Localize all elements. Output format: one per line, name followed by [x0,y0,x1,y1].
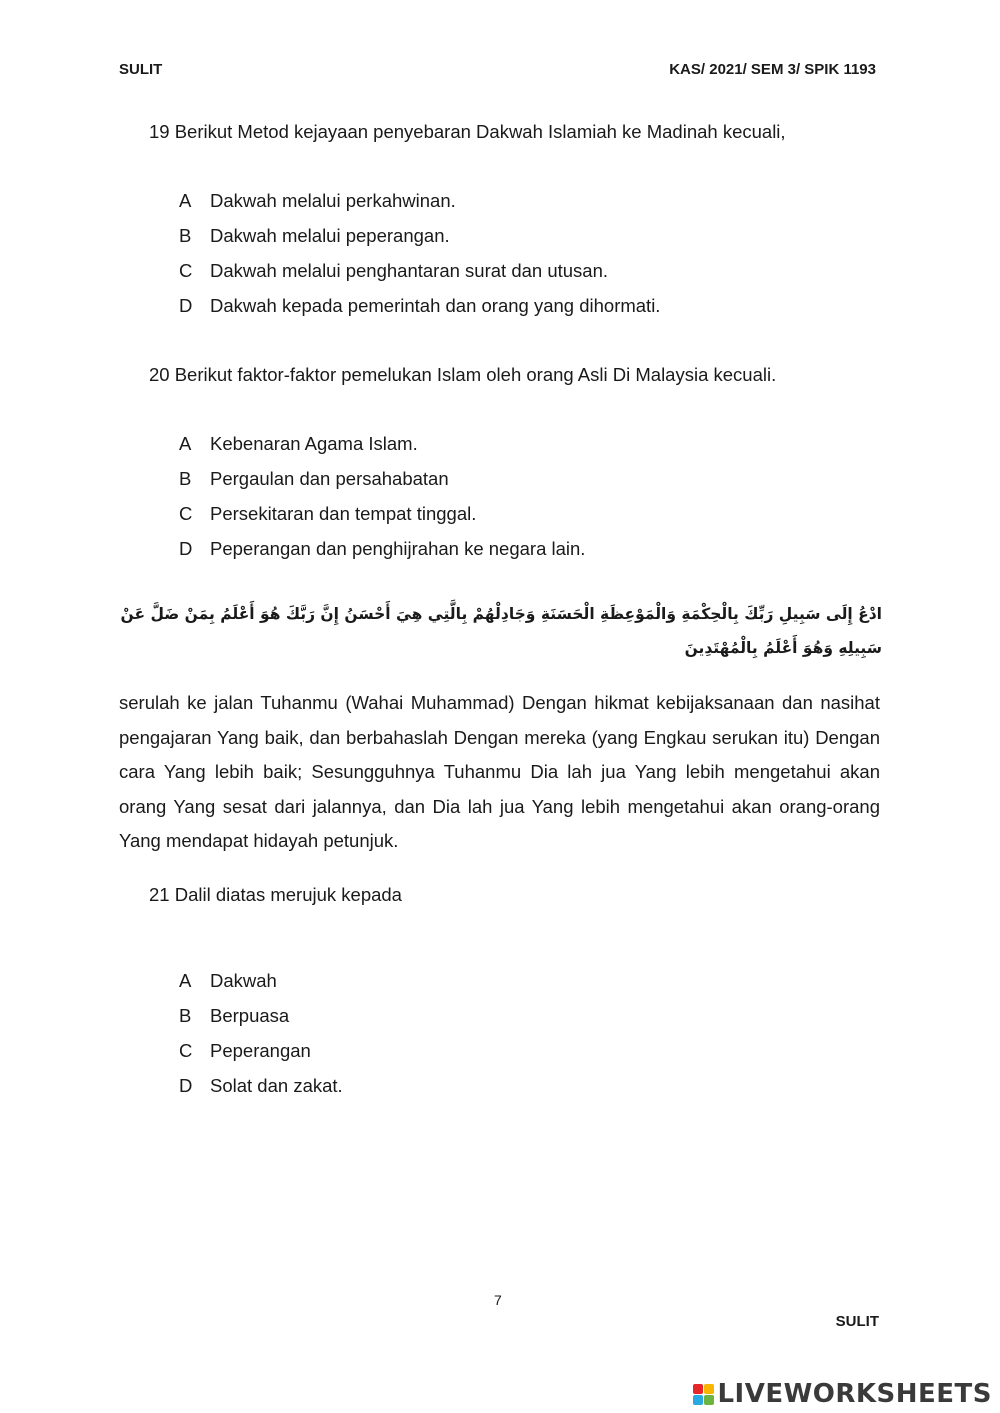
option-letter: C [179,260,193,281]
option-text: Peperangan dan penghijrahan ke negara lain. [210,538,586,559]
mark-square-green [704,1395,714,1405]
option-text: Dakwah melalui penghantaran surat dan utusan. [210,260,609,281]
liveworksheets-mark-icon [693,1384,714,1405]
option-letter: A [179,190,192,211]
option-letter: D [179,1075,193,1096]
option-text: Dakwah [210,970,277,991]
question-21-option-d [179,1075,343,1097]
arabic-verse: ادْعُ إِلَى سَبِيلِ رَبِّكَ بِالْحِكْمَةِ وَالْمَوْعِظَةِ الْحَسَنَةِ وَجَادِلْهُمْ بِالَّتِي هِيَ أَحْسَنُ إِنَّ رَبَّكَ هُوَ أَعْلَمُ بِمَنْ ضَلَّ عَنْ سَبِيلِهِ وَهُوَ أَعْلَمُ بِالْمُهْتَدِينَ [120,605,882,657]
question-20-option-c [179,503,476,525]
option-text: Solat dan zakat. [210,1075,343,1096]
option-text: Peperangan [210,1040,311,1061]
question-20-option-b [179,468,449,490]
option-text: Pergaulan dan persahabatan [210,468,449,489]
header-right-code: KAS/ 2021/ SEM 3/ SPIK 1193 [669,61,876,78]
mark-square-blue [693,1395,703,1405]
question-21-option-a [179,970,277,992]
footer-label: SULIT [835,1313,879,1330]
option-letter: B [179,468,192,489]
page-number: 7 [494,1292,502,1308]
question-21-option-b [179,1005,289,1027]
option-text: Berpuasa [210,1005,290,1026]
option-letter: C [179,503,193,524]
header-left-label: SULIT [119,61,163,78]
question-21-text: 21 Dalil diatas merujuk kepada [149,884,402,905]
question-20-text: 20 Berikut faktor-faktor pemelukan Islam oleh orang Asli Di Malaysia kecuali. [149,364,777,385]
option-text: Dakwah melalui perkahwinan. [210,190,456,211]
question-19-option-d [179,295,660,317]
option-letter: A [179,433,192,454]
option-letter: D [179,538,193,559]
question-19-option-b [179,225,450,247]
liveworksheets-wordmark: LIVEWORKSHEETS [717,1379,992,1409]
option-letter: C [179,1040,193,1061]
verse-translation: serulah ke jalan Tuhanmu (Wahai Muhammad) Dengan hikmat kebijaksanaan dan nasihat pengajaran Yang baik, dan berbahaslah Dengan mereka (yang Engkau serukan itu) Dengan cara Yang lebih baik; Sesungguhnya Tuhanmu Dia lah jua Yang lebih mengetahui akan orang Yang sesat dari jalannya, dan Dia lah jua Yang lebih mengetahui akan orang-orang Yang mendapat hidayah petunjuk. [119,692,880,851]
option-text: Dakwah melalui peperangan. [210,225,450,246]
option-letter: B [179,1005,192,1026]
question-19-option-c [179,260,608,282]
question-20-option-d [179,538,585,560]
question-19-text: 19 Berikut Metod kejayaan penyebaran Dakwah Islamiah ke Madinah kecuali, [149,121,786,142]
option-letter: B [179,225,192,246]
option-text: Persekitaran dan tempat tinggal. [210,503,477,524]
mark-square-red [693,1384,703,1394]
option-letter: A [179,970,192,991]
option-text: Dakwah kepada pemerintah dan orang yang dihormati. [210,295,661,316]
liveworksheets-logo[interactable] [693,1376,992,1412]
question-21-option-c [179,1040,311,1062]
option-letter: D [179,295,193,316]
option-text: Kebenaran Agama Islam. [210,433,418,454]
mark-square-yellow [704,1384,714,1394]
question-20-option-a [179,433,418,455]
question-19-option-a [179,190,456,212]
